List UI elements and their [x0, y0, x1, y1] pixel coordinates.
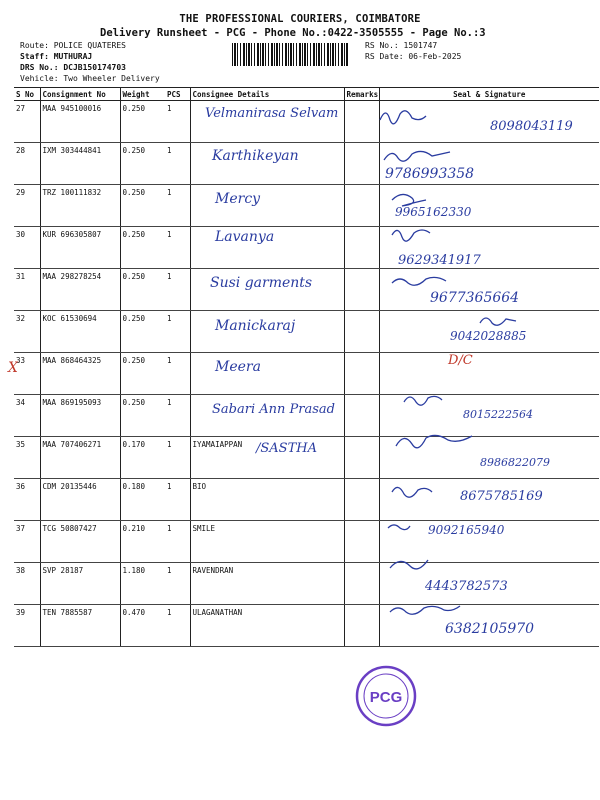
handwritten-phone: 9965162330: [395, 205, 472, 219]
cell-sno: 30: [14, 227, 40, 269]
handwritten-consignee: Karthikeyan: [212, 148, 299, 164]
cell-consignee: [190, 185, 344, 227]
table-row: [14, 143, 599, 185]
cell-consignment-no: MAA 707406271: [40, 437, 120, 479]
cell-consignee: [190, 395, 344, 437]
handwritten-consignee: Mercy: [215, 191, 261, 207]
vehicle-label: Vehicle: Two Wheeler Delivery: [20, 74, 160, 83]
cell-pcs: 1: [165, 605, 190, 647]
cell-weight: 0.250: [120, 311, 165, 353]
cell-consignee: [190, 311, 344, 353]
cell-consignment-no: TCG 50807427: [40, 521, 120, 563]
handwritten-consignee: Lavanya: [215, 229, 275, 245]
handwritten-phone: 8015222564: [463, 408, 533, 421]
table-row: [14, 353, 599, 395]
cell-signature: [379, 227, 599, 269]
company-title: THE PROFESSIONAL COURIERS, COIMBATORE: [179, 13, 421, 25]
cell-consignment-no: IXM 303444841: [40, 143, 120, 185]
cell-remarks: [344, 185, 379, 227]
table-row: [14, 311, 599, 353]
stamp-text: PCG: [369, 689, 403, 706]
cell-pcs: 1: [165, 479, 190, 521]
table-header-row: [14, 88, 599, 101]
cell-pcs: 1: [165, 437, 190, 479]
cell-remarks: [344, 101, 379, 143]
cell-weight: 1.180: [120, 563, 165, 605]
cell-consignment-no: KOC 61530694: [40, 311, 120, 353]
rs-date: RS Date: 06-Feb-2025: [365, 52, 462, 61]
cell-consignee: [190, 143, 344, 185]
table-row: [14, 605, 599, 647]
handwritten-remark: D/C: [448, 353, 473, 368]
handwritten-consignee: /SASTHA: [256, 441, 317, 456]
cell-consignee: [190, 101, 344, 143]
cell-consignment-no: MAA 868464325: [40, 353, 120, 395]
cell-consignment-no: KUR 696305807: [40, 227, 120, 269]
table-row: [14, 269, 599, 311]
table-row: [14, 437, 599, 479]
table-row: [14, 563, 599, 605]
handwritten-consignee: Meera: [215, 359, 261, 375]
cell-remarks: [344, 395, 379, 437]
cell-signature: [379, 185, 599, 227]
cell-signature: [379, 605, 599, 647]
cell-sno: 27: [14, 101, 40, 143]
cell-consignee: SMILE: [190, 521, 344, 563]
cell-remarks: [344, 479, 379, 521]
cell-sno: 38: [14, 563, 40, 605]
cell-consignment-no: TRZ 100111832: [40, 185, 120, 227]
cell-weight: 0.250: [120, 395, 165, 437]
handwritten-consignee: Manickaraj: [215, 318, 296, 334]
cell-pcs: 1: [165, 353, 190, 395]
cell-pcs: 1: [165, 269, 190, 311]
cell-signature: [379, 521, 599, 563]
cell-consignment-no: SVP 28187: [40, 563, 120, 605]
cell-pcs: 1: [165, 227, 190, 269]
cell-weight: 0.250: [120, 353, 165, 395]
col-header-consignee: Consignee Details: [190, 88, 344, 101]
cell-remarks: [344, 227, 379, 269]
cell-pcs: 1: [165, 563, 190, 605]
cell-sno: 37: [14, 521, 40, 563]
cell-pcs: 1: [165, 521, 190, 563]
staff-label: Staff: MUTHURAJ: [20, 52, 93, 61]
col-header-remarks: Remarks: [344, 88, 379, 101]
cell-consignee: [190, 269, 344, 311]
cell-pcs: 1: [165, 101, 190, 143]
handwritten-row-mark: X: [8, 360, 18, 376]
cell-sno: 35: [14, 437, 40, 479]
cell-remarks: [344, 353, 379, 395]
cell-consignment-no: TEN 7885587: [40, 605, 120, 647]
cell-remarks: [344, 437, 379, 479]
handwritten-phone: 8098043119: [490, 119, 573, 134]
cell-sno: 29: [14, 185, 40, 227]
cell-remarks: [344, 143, 379, 185]
cell-weight: 0.250: [120, 101, 165, 143]
cell-remarks: [344, 269, 379, 311]
table-row: [14, 395, 599, 437]
cell-consignee: [190, 227, 344, 269]
col-header-weight: Weight: [120, 88, 165, 101]
cell-weight: 0.180: [120, 479, 165, 521]
table-row: [14, 185, 599, 227]
drs-number: DRS No.: DCJB150174703: [20, 63, 126, 72]
runsheet-table: [14, 87, 599, 647]
cell-remarks: [344, 605, 379, 647]
cell-signature: [379, 101, 599, 143]
cell-consignment-no: MAA 945100016: [40, 101, 120, 143]
runsheet-title: Delivery Runsheet - PCG - Phone No.:0422-3505555 - Page No.:3: [100, 27, 486, 39]
cell-sno: 36: [14, 479, 40, 521]
cell-consignee: BIO: [190, 479, 344, 521]
cell-consignee: ULAGANATHAN: [190, 605, 344, 647]
cell-sno: 39: [14, 605, 40, 647]
cell-pcs: 1: [165, 185, 190, 227]
barcode: [232, 43, 348, 66]
cell-signature: [379, 563, 599, 605]
col-header-sno: S No: [14, 88, 40, 101]
cell-sno: 31: [14, 269, 40, 311]
table-row: [14, 227, 599, 269]
cell-consignee: IYAMAIAPPAN: [190, 437, 344, 479]
rs-number: RS No.: 1501747: [365, 41, 438, 50]
cell-pcs: 1: [165, 395, 190, 437]
handwritten-phone: 9786993358: [385, 166, 475, 182]
cell-signature: [379, 353, 599, 395]
col-header-signature: Seal & Signature: [379, 88, 599, 101]
cell-weight: 0.250: [120, 143, 165, 185]
cell-remarks: [344, 311, 379, 353]
handwritten-consignee: Sabari Ann Prasad: [212, 402, 335, 417]
handwritten-phone: 6382105970: [445, 621, 535, 637]
handwritten-phone: 8986822079: [480, 456, 550, 469]
cell-consignment-no: MAA 869195093: [40, 395, 120, 437]
handwritten-phone: 8675785169: [460, 489, 543, 504]
handwritten-phone: 9092165940: [428, 523, 505, 537]
cell-sno: 32: [14, 311, 40, 353]
cell-sno: 34: [14, 395, 40, 437]
handwritten-phone: 4443782573: [425, 579, 508, 594]
handwritten-consignee: Velmanirasa Selvam: [205, 106, 339, 121]
handwritten-phone: 9042028885: [450, 329, 527, 343]
table-row: [14, 521, 599, 563]
cell-consignee: RAVENDRAN: [190, 563, 344, 605]
table-row: [14, 101, 599, 143]
cell-signature: [379, 479, 599, 521]
route-label: Route: POLICE QUATERES: [20, 41, 126, 50]
cell-signature: [379, 143, 599, 185]
cell-pcs: 1: [165, 311, 190, 353]
col-header-consignment: Consignment No: [40, 88, 120, 101]
pcg-stamp: [354, 664, 418, 728]
cell-remarks: [344, 563, 379, 605]
cell-remarks: [344, 521, 379, 563]
cell-consignment-no: CDM 20135446: [40, 479, 120, 521]
cell-weight: 0.250: [120, 269, 165, 311]
handwritten-consignee: Susi garments: [210, 275, 313, 291]
cell-consignment-no: MAA 298278254: [40, 269, 120, 311]
cell-weight: 0.210: [120, 521, 165, 563]
col-header-pcs: PCS: [165, 88, 190, 101]
cell-sno: 33: [14, 353, 40, 395]
table-row: [14, 479, 599, 521]
cell-signature: [379, 437, 599, 479]
cell-signature: [379, 395, 599, 437]
cell-weight: 0.250: [120, 227, 165, 269]
handwritten-phone: 9677365664: [430, 290, 520, 306]
cell-weight: 0.470: [120, 605, 165, 647]
cell-pcs: 1: [165, 143, 190, 185]
cell-sno: 28: [14, 143, 40, 185]
cell-signature: [379, 269, 599, 311]
cell-signature: [379, 311, 599, 353]
cell-consignee: [190, 353, 344, 395]
handwritten-phone: 9629341917: [398, 253, 481, 268]
cell-weight: 0.250: [120, 185, 165, 227]
cell-weight: 0.170: [120, 437, 165, 479]
